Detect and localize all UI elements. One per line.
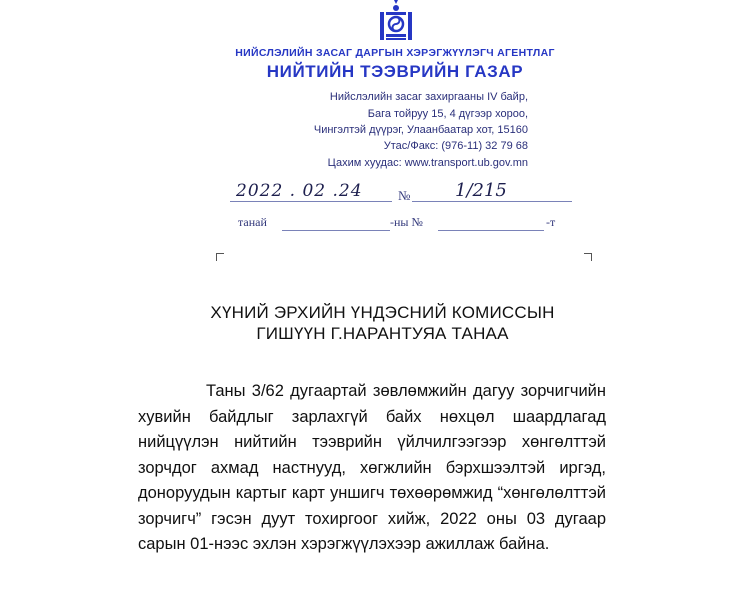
address-line: Бага тойруу 15, 4 дүгээр хороо, [367, 108, 528, 120]
address-line: Чингэлтэй дүүрэг, Улаанбаатар хот, 15160 [313, 124, 528, 136]
corner-mark-right [584, 253, 592, 261]
yours-date-underline [282, 229, 390, 231]
letter-date: 2022 . 02 .24 [236, 181, 363, 201]
yours-suffix: -т [546, 215, 556, 229]
corner-mark-left [216, 253, 224, 261]
body-paragraph: Таны 3/62 дугаартай зөвлөмжийн дагуу зорчигчийн хувийн байдлыг зарлахгүй байх нөхцөл шаардлагад нийцүүлэн нийтийн тээврийн үйлчилгээгээр хөнгөлттэй зорчдог ахмад настнууд, хөгжлийн бэрхшээлтэй иргэд, доноруудын картыг карт уншигч төхөөрөмжид “хөнгөлөлттэй зорчигч” гэсэн дуут тохиргоог хийж, 2022 оны 03 дугаар сарын 01-нээс эхлэн хэрэгжүүлэхээр ажиллаж байна. [138, 382, 606, 553]
website: Цахим хуудас: www.transport.ub.gov.mn [327, 157, 528, 169]
phone-fax: Утас/Факс: (976-11) 32 79 68 [383, 140, 528, 152]
yours-label: танай [238, 215, 267, 229]
addressee-line-2: ГИШҮҮН Г.НАРАНТУЯА ТАНАА [256, 324, 509, 343]
addressee-line-1: ХҮНИЙ ЭРХИЙН ҮНДЭСНИЙ КОМИССЫН [210, 303, 555, 322]
agency-name: НИЙТИЙН ТЭЭВРИЙН ГАЗАР [266, 62, 524, 81]
yours-number-underline [438, 229, 544, 231]
number-label: № [398, 188, 411, 203]
yours-of-label: -ны № [390, 215, 423, 229]
soyombo-emblem-icon [379, 0, 413, 42]
address-line: Нийслэлийн засаг захиргааны IV байр, [329, 91, 528, 103]
agency-subtitle: НИЙСЛЭЛИЙН ЗАСАГ ДАРГЫН ХЭРЭГЖҮҮЛЭГЧ АГЕНТЛАГ [235, 47, 555, 59]
letter-number: 1/215 [455, 180, 507, 201]
